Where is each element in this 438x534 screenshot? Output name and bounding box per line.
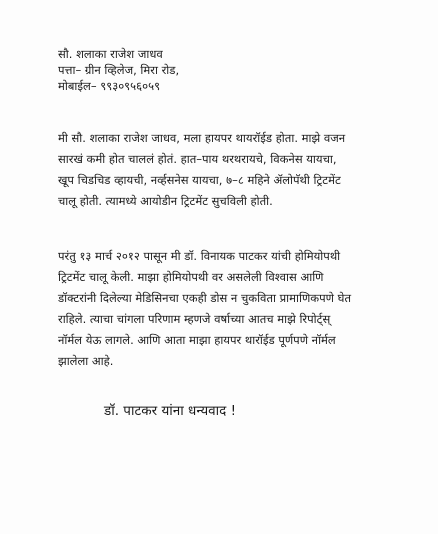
sender-name: सौ. शलाका राजेश जाधव xyxy=(58,47,163,61)
paragraph-line: सारखं कमी होत चाललं होतं. हात–पाय थरथरायचे, विकनेस यायचा, xyxy=(58,152,337,166)
paragraph-line: खूप चिडचिड व्हायची, नर्व्हसनेस यायचा, ७–८ महिने ॲलोपॅथी ट्रिटमेंट xyxy=(58,173,341,187)
paragraph-line: राहिले. त्याचा चांगला परिणाम म्हणजे वर्षाच्या आतच माझे रिपोर्ट्स् xyxy=(58,312,331,326)
sender-address-block xyxy=(58,46,388,94)
paragraph-line: चालू होती. त्यामध्ये आयोडीन ट्रिटमेंट सुचविली होती. xyxy=(58,194,273,208)
paragraph-treatment xyxy=(58,246,396,372)
sender-address: पत्ता– ग्रीन व्हिलेज, मिरा रोड, xyxy=(58,63,180,77)
thanks-line: डॉ. पाटकर यांना धन्यवाद ! xyxy=(104,403,237,419)
paragraph-line: नॉर्मल येऊ लागले. आणि आता माझा हायपर थारॉईड पूर्णपणे नॉर्मल xyxy=(58,333,336,347)
paragraph-line: मी सौ. शलाका राजेश जाधव, मला हायपर थायरॉईड होता. माझे वजन xyxy=(58,131,346,145)
paragraph-line: डॉक्टरांनी दिलेल्या मेडिसिनचा एकही डोस न चुकविता प्रामाणिकपणे घेत xyxy=(58,291,351,305)
sender-mobile: मोबाईल– ९९३०९५६०५९ xyxy=(58,79,161,93)
paragraph-line: परंतु १३ मार्च २०१२ पासून मी डॉ. विनायक पाटकर यांची होमियोपथी xyxy=(58,249,341,263)
paragraph-line: झालेला आहे. xyxy=(58,354,114,368)
paragraph-condition xyxy=(58,128,396,212)
paragraph-line: ट्रिटमेंट चालू केली. माझा होमियोपथी वर असलेली विश्वास आणि xyxy=(58,270,324,284)
